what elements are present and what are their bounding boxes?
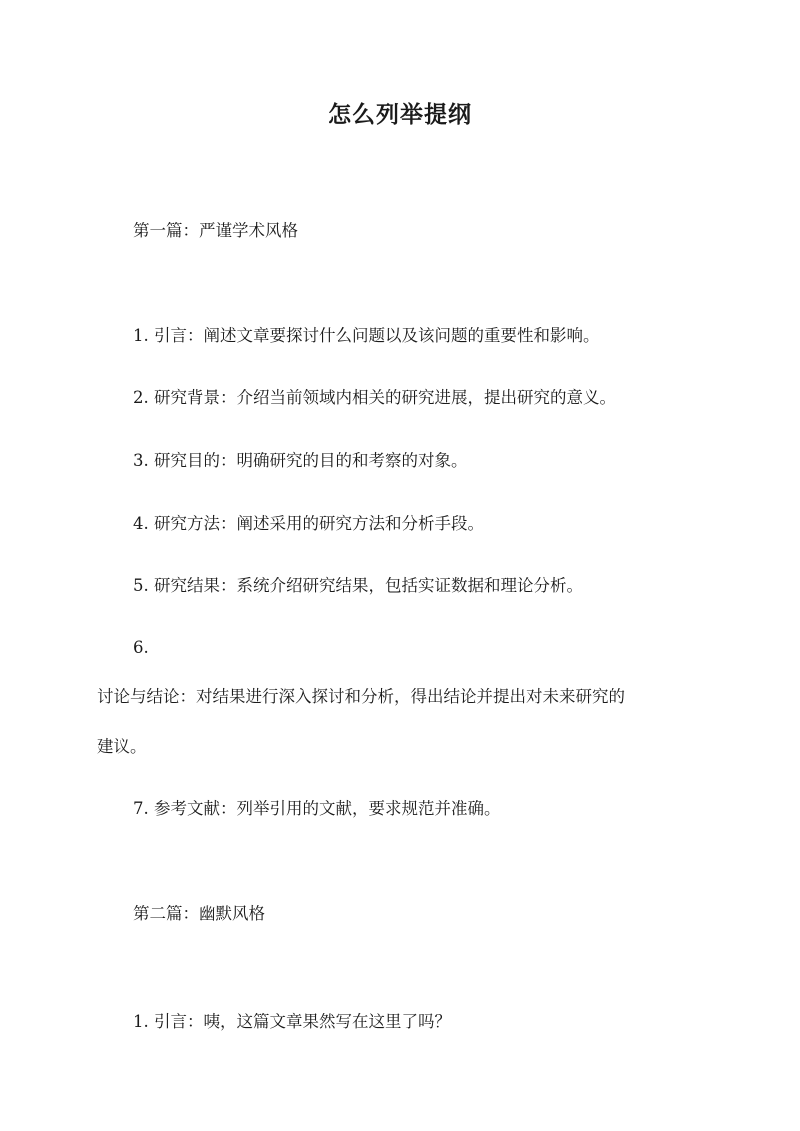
document-title: 怎么列举提纲 bbox=[328, 101, 472, 128]
section1-item-6-number: 6. bbox=[133, 638, 149, 657]
section1-heading: 第一篇：严谨学术风格 bbox=[133, 221, 298, 240]
section1-item-6-text-line2: 建议。 bbox=[97, 737, 147, 756]
section1-item-1: 1. 引言：阐述文章要探讨什么问题以及该问题的重要性和影响。 bbox=[133, 326, 600, 345]
section1-item-7: 7. 参考文献：列举引用的文献，要求规范并准确。 bbox=[133, 799, 501, 818]
section2-item-1: 1. 引言：咦，这篇文章果然写在这里了吗？ bbox=[133, 1012, 451, 1031]
section1-item-5: 5. 研究结果：系统介绍研究结果，包括实证数据和理论分析。 bbox=[133, 576, 583, 595]
section2-heading: 第二篇：幽默风格 bbox=[133, 904, 265, 923]
section1-item-2: 2. 研究背景：介绍当前领域内相关的研究进展，提出研究的意义。 bbox=[133, 388, 616, 407]
section1-item-3: 3. 研究目的：明确研究的目的和考察的对象。 bbox=[133, 451, 468, 470]
section1-item-4: 4. 研究方法：阐述采用的研究方法和分析手段。 bbox=[133, 514, 484, 533]
section1-item-6-text-line1: 讨论与结论：对结果进行深入探讨和分析，得出结论并提出对未来研究的 bbox=[97, 687, 625, 706]
